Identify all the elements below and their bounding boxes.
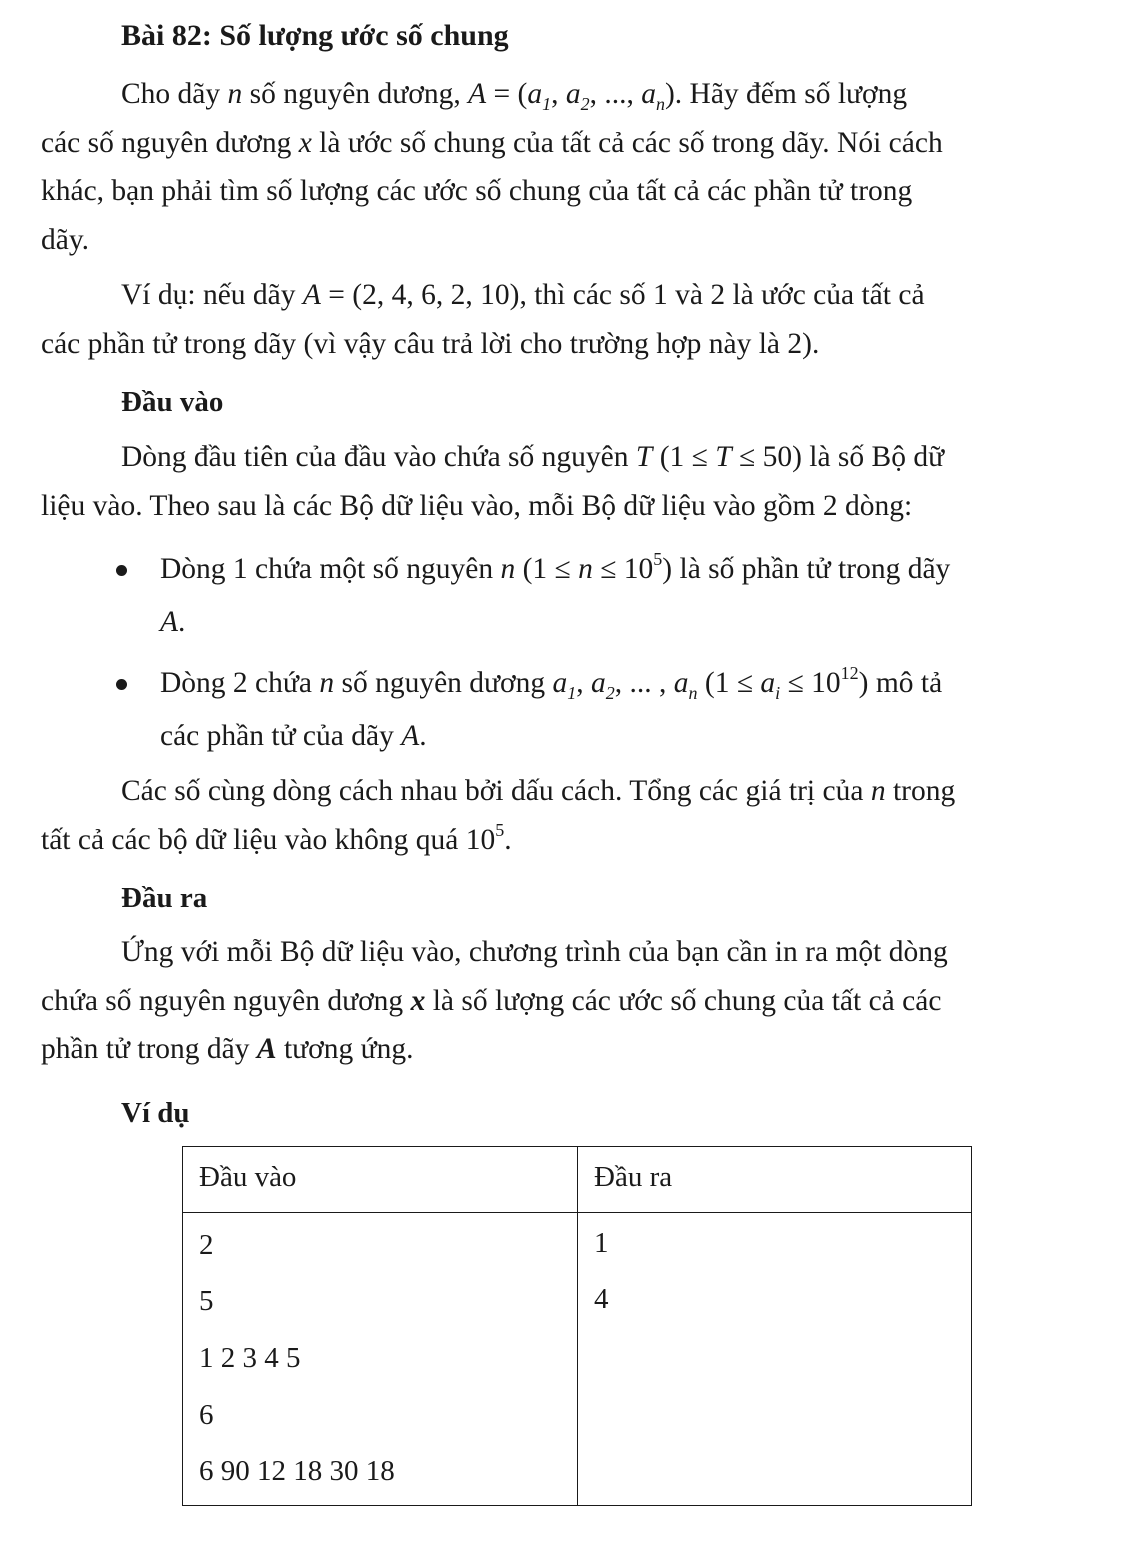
text-run: Ví dụ: nếu dãy (121, 279, 303, 311)
example-line-2: các phần tử trong dãy (vì vậy câu trả lời cho trường hợp này là 2). (41, 327, 820, 360)
input-line-2: liệu vào. Theo sau là các Bộ dữ liệu vào, mỗi Bộ dữ liệu vào gồm 2 dòng: (41, 489, 913, 522)
bullet-dot-icon (116, 565, 127, 576)
text-run: . (178, 606, 186, 638)
text-run: , (551, 78, 566, 110)
output-line-3 (41, 1025, 1107, 1074)
math-exponent: 12 (840, 663, 859, 684)
table-input-line: 2 (199, 1229, 214, 1261)
text-run: . (419, 720, 427, 752)
text-run: ≤ 50) là số Bộ dữ (731, 441, 945, 473)
text-run: ) mô tả (858, 667, 943, 699)
example-heading: Ví dụ (121, 1097, 190, 1129)
math-exponent: 5 (653, 549, 663, 570)
table-output-line: 1 (594, 1227, 609, 1259)
input-description (41, 433, 1107, 530)
math-subscript: i (775, 682, 781, 703)
math-subscript: 1 (542, 93, 552, 114)
text-run: ) là số phần tử trong dãy (662, 553, 951, 585)
text-run: tất cả các bộ dữ liệu vào không quá 10 (41, 823, 496, 856)
intro-line-1 (41, 70, 1107, 119)
math-var: a (641, 78, 656, 110)
bullet-2-line-2 (160, 710, 1106, 763)
text-run: = (2, 4, 6, 2, 10), thì các số 1 và 2 là ước của tất cả (320, 279, 925, 311)
math-var: n (319, 667, 335, 699)
table-column-divider (577, 1147, 578, 1505)
text-run: ). Hãy đếm số lượng (664, 78, 908, 110)
text-run: , ... , (614, 667, 674, 699)
note-line-2 (41, 816, 1107, 865)
intro-line-3: khác, bạn phải tìm số lượng các ước số chung của tất cả các phần tử trong (41, 175, 913, 207)
text-run: là số lượng các ước số chung của tất cả các (425, 984, 942, 1017)
math-var: A (468, 78, 487, 110)
math-subscript: 2 (580, 93, 590, 114)
output-description (41, 928, 1107, 1074)
math-var: a (591, 667, 606, 699)
text-run: Cho dãy (121, 78, 228, 110)
text-run: các số nguyên dương (41, 126, 299, 159)
math-var: n (500, 553, 516, 585)
text-run: , ..., (589, 78, 642, 110)
text-run: phần tử trong dãy (41, 1033, 257, 1065)
output-line-2 (41, 977, 1107, 1026)
math-subscript: 2 (605, 682, 615, 703)
math-var: a (565, 78, 581, 110)
math-var: n (578, 553, 593, 585)
output-line-1: Ứng với mỗi Bộ dữ liệu vào, chương trình của bạn cần in ra một dòng (121, 936, 948, 968)
text-run: (1 ≤ (652, 441, 716, 473)
bullet-2-line-1 (160, 657, 1106, 710)
example-line-1 (41, 271, 1107, 320)
text-run: Dòng đầu tiên của đầu vào chứa số nguyên (121, 441, 636, 473)
math-var: x (298, 126, 312, 159)
table-input-line: 5 (199, 1285, 214, 1317)
text-run: ≤ 10 (780, 667, 841, 699)
text-run: , (576, 667, 592, 699)
output-heading: Đầu ra (121, 882, 208, 914)
intro-line-4: dãy. (41, 223, 90, 256)
text-run: ≤ 10 (592, 553, 654, 585)
text-run: = ( (486, 78, 528, 110)
text-run: các phần tử của dãy (160, 720, 402, 752)
example-table (182, 1146, 972, 1506)
table-input-line: 6 90 12 18 30 18 (199, 1455, 395, 1487)
text-run: số nguyên dương (334, 667, 553, 699)
example-paragraph (41, 271, 1107, 368)
text-run: là ước số chung của tất cả các số trong dãy. Nói cách (311, 126, 943, 159)
math-var: A (160, 606, 179, 638)
bullet-item-2 (160, 657, 1106, 763)
text-run: Các số cùng dòng cách nhau bởi dấu cách. Tổng các giá trị của (121, 775, 871, 807)
table-header-output: Đầu ra (594, 1161, 673, 1193)
text-run: chứa số nguyên nguyên dương (41, 984, 411, 1017)
text-run: tương ứng. (276, 1033, 414, 1065)
table-input-line: 1 2 3 4 5 (199, 1342, 301, 1374)
bullet-item-1 (160, 543, 1106, 649)
math-var: a (552, 667, 568, 699)
table-output-line: 4 (594, 1283, 609, 1315)
math-var: n (227, 78, 243, 110)
note-line-1 (41, 767, 1107, 816)
math-var: a (760, 667, 776, 699)
input-heading: Đầu vào (121, 386, 224, 418)
text-run: Dòng 2 chứa (160, 667, 320, 699)
input-line-1 (41, 433, 1107, 482)
intro-line-2 (41, 119, 1107, 168)
intro-paragraph (41, 70, 1107, 264)
table-header-input: Đầu vào (199, 1161, 297, 1193)
bullet-1-line-2 (160, 596, 1106, 649)
math-var: a (673, 667, 689, 699)
math-var: T (715, 441, 732, 473)
math-var: n (870, 775, 886, 807)
separator-note (41, 767, 1107, 864)
math-var: A (256, 1033, 277, 1065)
math-var: a (527, 78, 543, 110)
math-var: A (401, 720, 420, 752)
math-subscript: n (688, 682, 698, 703)
text-run: số nguyên dương, (242, 78, 469, 110)
problem-title: Bài 82: Số lượng ước số chung (121, 19, 509, 52)
text-run: (1 ≤ (697, 667, 761, 699)
table-input-line: 6 (199, 1399, 214, 1431)
text-run: trong (885, 775, 956, 807)
math-var: T (635, 441, 653, 473)
math-subscript: n (655, 93, 665, 114)
text-run: . (504, 823, 512, 856)
math-subscript: 1 (567, 682, 577, 703)
text-run: Dòng 1 chứa một số nguyên (160, 553, 501, 585)
math-exponent: 5 (495, 819, 505, 840)
text-run: (1 ≤ (515, 553, 579, 585)
bullet-dot-icon (116, 679, 127, 690)
bullet-1-line-1 (160, 543, 1106, 596)
math-var: A (302, 279, 321, 311)
math-var: x (410, 984, 426, 1017)
